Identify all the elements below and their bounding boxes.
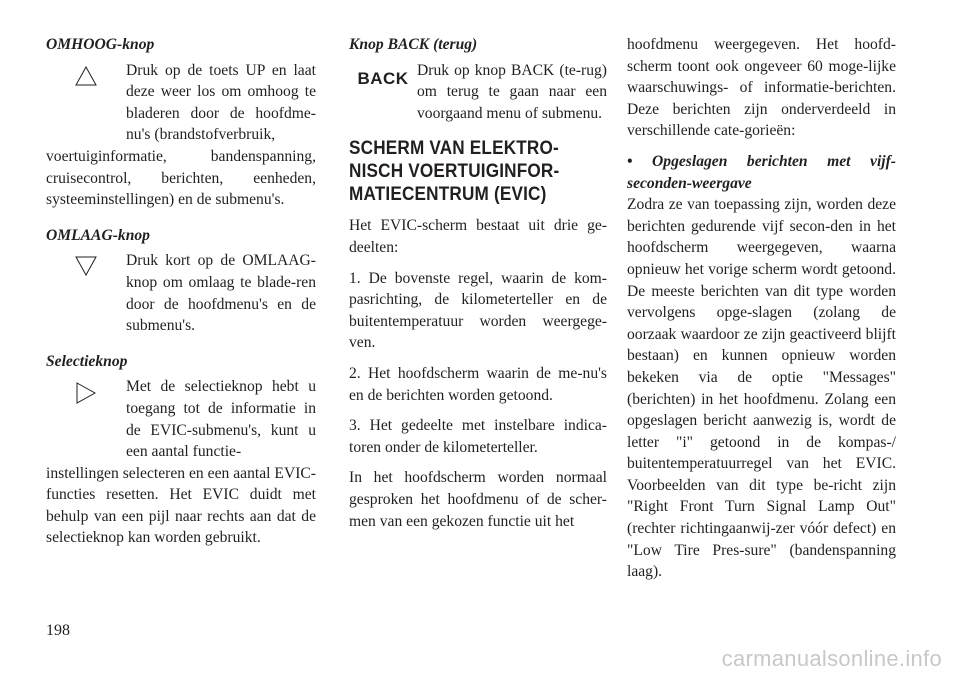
- column-1: [46, 34, 316, 549]
- bullet-stored-messages: • Opgeslagen berichten met vijf-seconden-weergave: [627, 152, 897, 192]
- up-button-description: Druk op de toets UP en laat deze weer los om omhoog te bladeren door de hoofdme- nu's (brandstofverbruik,: [126, 61, 316, 144]
- select-button-item: [46, 376, 316, 462]
- column-3: [627, 34, 896, 583]
- bullet-text: Opgeslagen berichten met vijf-seconden-weergave: [627, 152, 897, 192]
- select-button-heading: Selectieknop: [46, 352, 128, 370]
- up-button-description-continued: voertuiginformatie, bandenspanning, cruisecontrol, berichten, eenheden, systeeminstellingen) en de submenu's.: [46, 147, 316, 209]
- main-screen-paragraph: In het hoofdscherm worden normaal gesproken het hoofdmenu of de scher-men van een gekozen functie uit het: [349, 469, 607, 530]
- column-2: [349, 34, 607, 541]
- down-triangle-icon: [46, 250, 126, 336]
- down-button-heading: OMLAAG-knop: [46, 226, 150, 244]
- stored-messages-description: Zodra ze van toepassing zijn, worden deze berichten gedurende vijf secon-den in het hoofdscherm weergegeven, waarna opnieuw het vorige scherm wordt getoond. De meeste berichten van dit type worden vervolgens opge-slagen (zolang de oorzaak waardoor ze zijn geactiveerd blijft bestaan) en kunnen opnieuw worden bekeken via de optie "Messages" (berichten) in het hoofdmenu. Zolang een opgeslagen bericht aanwezig is, wordt de letter "i" getoond in de kompas-/ buitentemperatuurregel van het EVIC. Voorbeelden van dit type be-richt zijn "Right Front Turn Signal Lamp Out" (rechter richtingaanwij-zer vóór defect) en "Low Tire Pres-sure" (bandenspanning laag).: [627, 196, 896, 581]
- up-button-item: [46, 60, 316, 146]
- evic-part-1: 1. De bovenste regel, waarin de kom-pasrichting, de kilometerteller en de buitentemperatuur worden weergege-ven.: [349, 269, 607, 352]
- up-button-heading: OMHOOG-knop: [46, 36, 155, 53]
- watermark: carmanualsonline.info: [721, 646, 942, 671]
- back-button-description: Druk op knop BACK (te-rug) om terug te gaan naar een voorgaand menu of submenu.: [417, 61, 607, 122]
- down-button-description: Druk kort op de OMLAAG-knop om omlaag te blade-ren door de hoofdmenu's en de submenu's.: [126, 252, 316, 335]
- back-button-item: [349, 60, 607, 125]
- back-button-heading: Knop BACK (terug): [349, 36, 478, 53]
- down-button-item: [46, 250, 316, 336]
- select-button-description: Met de selectieknop hebt u toegang tot de informatie in de EVIC-submenu's, kunt u een aantal functie-: [126, 378, 316, 461]
- back-label-icon: BACK: [357, 68, 409, 88]
- message-intro: hoofdmenu weergegeven. Het hoofd-scherm toont ook ongeveer 60 moge-lijke waarschuwings- of informatie-berichten. Deze berichten zijn onderverdeeld in verschillende cate-gorieën:: [627, 36, 896, 140]
- right-triangle-icon: [46, 376, 126, 462]
- evic-intro: Het EVIC-scherm bestaat uit drie ge-deelten:: [349, 217, 607, 256]
- evic-part-2: 2. Het hoofdscherm waarin de me-nu's en de berichten worden getoond.: [349, 364, 607, 404]
- evic-part-3: 3. Het gedeelte met instelbare indica-toren onder de kilometerteller.: [349, 417, 607, 456]
- page-number: 198: [46, 622, 70, 639]
- section-title: SCHERM VAN ELEKTRO-NISCH VOERTUIGINFOR-MATIECENTRUM (EVIC): [349, 137, 560, 206]
- up-triangle-icon: [46, 60, 126, 146]
- select-button-description-continued: instellingen selecteren en een aantal EVIC-functies resetten. Het EVIC duidt met behulp van een pijl naar rechts aan dat de selectieknop kan worden gebruikt.: [46, 464, 316, 547]
